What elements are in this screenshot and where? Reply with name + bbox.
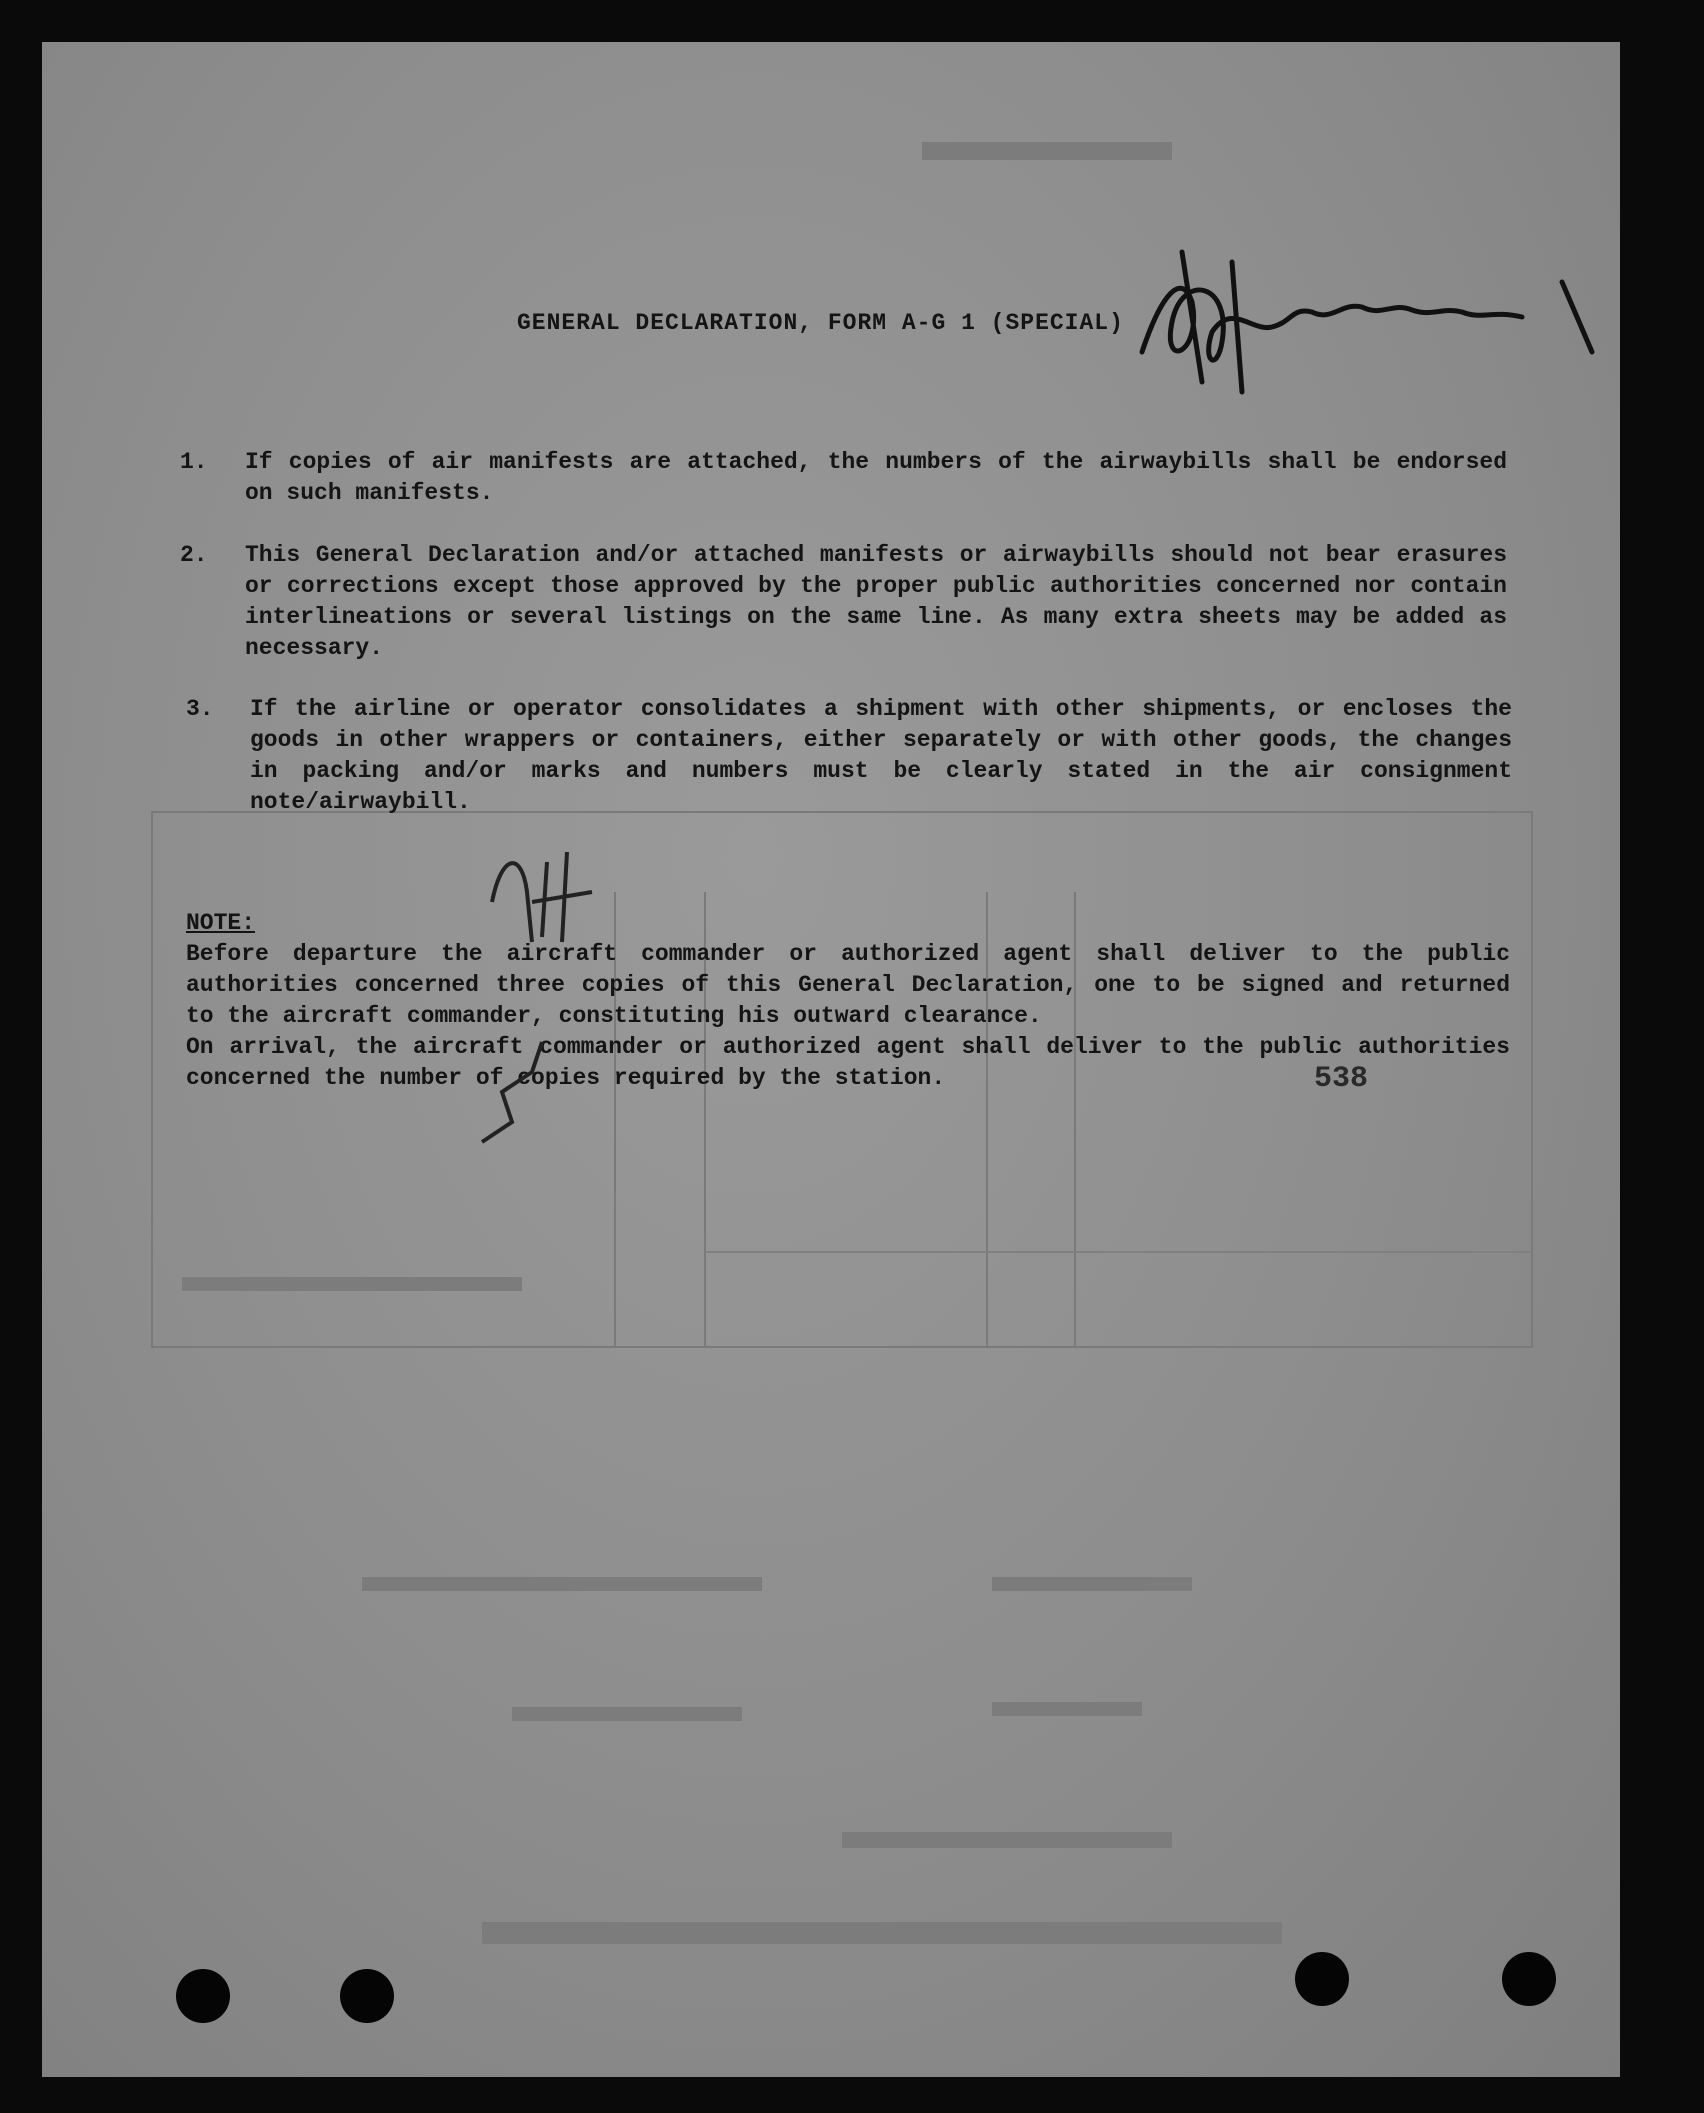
arrival-paragraph: On arrival, the aircraft commander or authorized agent shall deliver to the public authorities concerned the number of copies required by the station. [186, 1034, 1510, 1091]
item-text: This General Declaration and/or attached manifests or airwaybills should not bear erasures or corrections except those approved by the proper public authorities concerned nor contain interlineations or several listings on the same line. As many extra sheets may be added as necessary. [245, 542, 1507, 661]
item-number: 3. [186, 696, 214, 722]
punch-hole [340, 1969, 394, 2023]
stamp-number: 538 [1314, 1062, 1369, 1096]
document-page [42, 42, 1620, 2077]
item-number: 2. [180, 542, 208, 568]
item-text: If the airline or operator consolidates a shipment with other shipments, or encloses the goods in other wrappers or containers, either separately or with other goods, the changes in packing and/or marks and numbers must be clearly stated in the air consignment note/airwaybill. [250, 696, 1512, 815]
punch-hole [176, 1969, 230, 2023]
note-text: Before departure the aircraft commander or authorized agent shall deliver to the public authorities concerned three copies of this General Declaration, one to be signed and returned to the aircraft commander, constituting his outward clearance. [186, 941, 1510, 1029]
item-number: 1. [180, 449, 208, 475]
document-title: GENERAL DECLARATION, FORM A-G 1 (SPECIAL) [517, 310, 1124, 336]
item-text: If copies of air manifests are attached, the numbers of the airwaybills shall be endorsed on such manifests. [245, 449, 1507, 506]
note-paragraph [186, 877, 1510, 1032]
note-label: NOTE: [186, 910, 256, 936]
punch-hole [1295, 1952, 1349, 2006]
punch-hole [1502, 1952, 1556, 2006]
signature [1122, 232, 1612, 402]
handwritten-mark [472, 842, 622, 1172]
